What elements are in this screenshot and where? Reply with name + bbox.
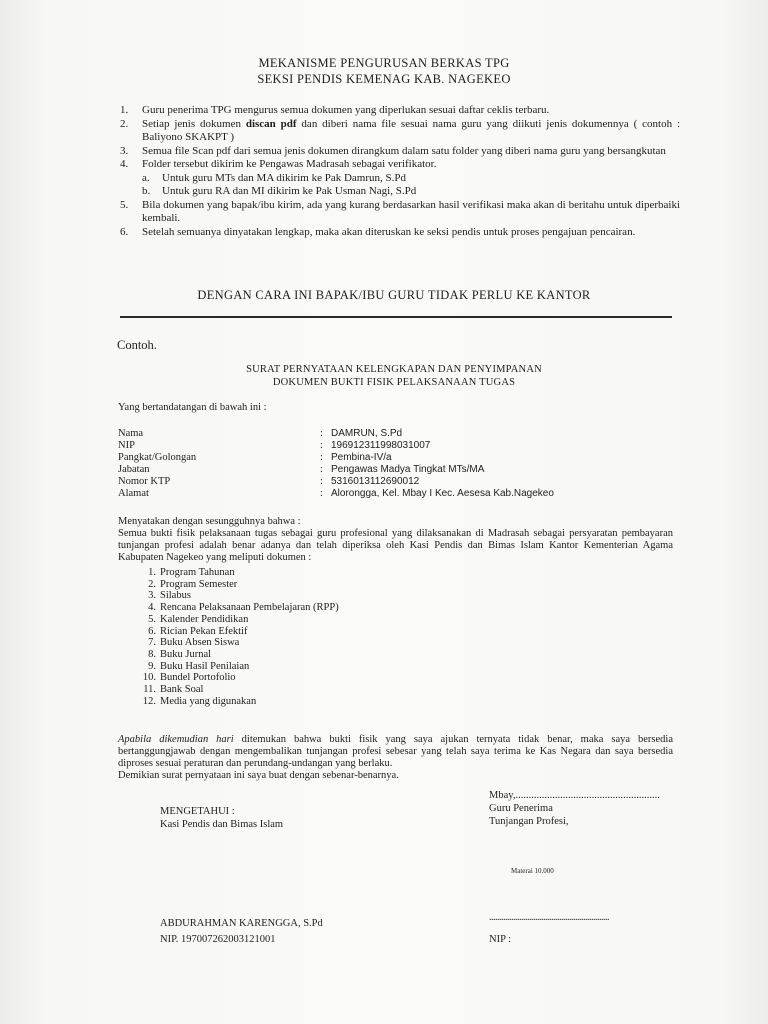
document-number: 7. bbox=[148, 637, 156, 649]
document-number: 5. bbox=[148, 613, 156, 625]
field-value: Pembina-IV/a bbox=[331, 452, 392, 463]
step-item bbox=[120, 199, 680, 226]
document-item bbox=[140, 626, 339, 638]
step-item bbox=[120, 145, 680, 159]
sub-step-item bbox=[142, 185, 680, 199]
document-number: 4. bbox=[148, 602, 156, 614]
document-list bbox=[140, 567, 339, 707]
step-number: 1. bbox=[120, 104, 129, 116]
official-nip: NIP. 197007262003121001 bbox=[160, 934, 276, 945]
closing-text: ditemukan bahwa bukti fisik yang saya ajukan ternyata tidak benar, maka saya bersedia bertanggungjawab dengan mengembalikan tunjangan profesi sebesar yang telah saya terima ke Kas Negara dan saya bersedia diproses sesuai peraturan dan perundang-undangan yang berlaku. bbox=[118, 734, 673, 769]
document-item bbox=[140, 637, 339, 649]
example-label: Contoh. bbox=[117, 338, 157, 352]
document-item bbox=[140, 579, 339, 591]
official-name: ABDURAHMAN KARENGGA, S.Pd bbox=[160, 918, 323, 929]
acknowledged-title: Kasi Pendis dan Bimas Islam bbox=[160, 819, 284, 830]
document-name: Buku Absen Siswa bbox=[160, 637, 240, 649]
sub-step-letter: a. bbox=[142, 171, 150, 184]
document-number: 10. bbox=[142, 672, 156, 684]
recipient-title-line2: Tunjangan Profesi, bbox=[489, 816, 569, 827]
field-colon: : bbox=[320, 488, 323, 499]
field-value: Alorongga, Kel. Mbay I Kec. Aesesa Kab.Nagekeo bbox=[331, 488, 554, 499]
document-item bbox=[140, 590, 339, 602]
document-item bbox=[140, 602, 339, 614]
document-name: Rician Pekan Efektif bbox=[160, 625, 248, 637]
step-number: 4. bbox=[120, 158, 129, 170]
field-label: Nomor KTP bbox=[118, 476, 171, 487]
step-text: Semua file Scan pdf dari semua jenis dokumen dirangkum dalam satu folder yang diberi nama guru yang bersangkutan bbox=[142, 144, 666, 157]
step-number: 5. bbox=[120, 198, 129, 211]
procedure-steps bbox=[120, 104, 680, 239]
sub-step-item bbox=[142, 172, 680, 186]
statement-title-line1: SURAT PERNYATAAN KELENGKAPAN DAN PENYIMPANAN bbox=[246, 364, 542, 375]
document-number: 2. bbox=[148, 578, 156, 590]
closing-final-line: Demikian surat pernyataan ini saya buat dengan sebenar-benarnya. bbox=[118, 770, 399, 781]
step-text: Folder tersebut dikirim ke Pengawas Madrasah sebagai verifikator. bbox=[142, 158, 437, 170]
document-item bbox=[140, 684, 339, 696]
document-number: 1. bbox=[148, 567, 156, 578]
document-number: 8. bbox=[148, 648, 156, 660]
doc-title-line1: MEKANISME PENGURUSAN BERKAS TPG bbox=[258, 56, 510, 70]
document-name: Program Tahunan bbox=[160, 567, 235, 578]
notice-heading: DENGAN CARA INI BAPAK/IBU GURU TIDAK PERLU KE KANTOR bbox=[197, 288, 591, 302]
document-number: 12. bbox=[142, 695, 156, 707]
recipient-nip: NIP : bbox=[489, 934, 512, 945]
document-name: Buku Hasil Penilaian bbox=[160, 660, 250, 672]
document-name: Program Semester bbox=[160, 578, 238, 590]
document-name: Bundel Portofolio bbox=[160, 672, 236, 684]
field-colon: : bbox=[320, 464, 323, 475]
document-item bbox=[140, 614, 339, 626]
document-number: 6. bbox=[148, 625, 156, 637]
document-name: Bank Soal bbox=[160, 684, 204, 696]
document-item bbox=[140, 672, 339, 684]
document-item bbox=[140, 661, 339, 673]
step-item bbox=[120, 158, 680, 199]
step-item bbox=[120, 226, 680, 240]
document-name: Buku Jurnal bbox=[160, 648, 212, 660]
field-label: Pangkat/Golongan bbox=[118, 452, 197, 463]
field-value: 196912311998031007 bbox=[331, 440, 431, 451]
field-label: Nama bbox=[118, 428, 144, 439]
field-label: Jabatan bbox=[118, 464, 150, 475]
step-item bbox=[120, 104, 680, 118]
document-item bbox=[140, 696, 339, 708]
document-number: 3. bbox=[148, 590, 156, 602]
field-colon: : bbox=[320, 452, 323, 463]
document-item bbox=[140, 567, 339, 579]
document-name: Media yang digunakan bbox=[160, 695, 257, 707]
field-colon: : bbox=[320, 476, 323, 487]
field-colon: : bbox=[320, 428, 323, 439]
document-name: Silabus bbox=[160, 590, 191, 602]
recipient-title-line1: Guru Penerima bbox=[489, 803, 553, 814]
step-text-bold: discan pdf bbox=[245, 117, 297, 130]
document-item bbox=[140, 649, 339, 661]
closing-statement bbox=[118, 734, 673, 770]
field-label: NIP bbox=[118, 440, 135, 451]
document-name: Rencana Pelaksanaan Pembelajaran (RPP) bbox=[160, 602, 339, 614]
field-label: Alamat bbox=[118, 488, 149, 499]
document-number: 11. bbox=[143, 684, 156, 696]
step-text-after: dan diberi nama file sesuai nama guru yang diikuti jenis dokumennya ( contoh : Baliyono SKAKPT ) bbox=[142, 117, 680, 143]
signatory-intro: Yang bertandatangan di bawah ini : bbox=[118, 402, 267, 413]
step-text: Guru penerima TPG mengurus semua dokumen yang diperlukan sesuai daftar ceklis terbaru. bbox=[142, 104, 550, 116]
sub-step-text: Untuk guru RA dan MI dikirim ke Pak Usman Nagi, S.Pd bbox=[162, 185, 417, 197]
field-value: 5316013112690012 bbox=[331, 476, 420, 487]
field-value: DAMRUN, S.Pd bbox=[331, 428, 403, 439]
step-number: 6. bbox=[120, 225, 129, 238]
sub-step-text: Untuk guru MTs dan MA dikirim ke Pak Damrun, S.Pd bbox=[162, 171, 406, 184]
closing-italic-phrase: Apabila dikemudian hari bbox=[118, 734, 234, 745]
field-colon: : bbox=[320, 440, 323, 451]
step-number: 2. bbox=[120, 117, 129, 130]
statement-title-line2: DOKUMEN BUKTI FISIK PELAKSANAAN TUGAS bbox=[272, 377, 516, 388]
declaration-body: Semua bukti fisik pelaksanaan tugas sebagai guru profesional yang dilaksanakan di Madrasah sebagai persyaratan pembayaran tunjangan profesi adalah benar adanya dan telah diperiksa oleh Kasi Pendis dan Bimas Islam Kantor Kementerian Agama Kabupaten Nagekeo yang meliputi dokumen : bbox=[118, 528, 673, 563]
field-value: Pengawas Madya Tingkat MTs/MA bbox=[331, 464, 485, 475]
divider-rule bbox=[120, 316, 672, 318]
step-text: Setelah semuanya dinyatakan lengkap, maka akan diteruskan ke seksi pendis untuk proses pengajuan pencairan. bbox=[142, 225, 636, 238]
recipient-signature-line: ............................................................ bbox=[489, 912, 609, 923]
document-name: Kalender Pendidikan bbox=[160, 613, 249, 625]
step-number: 3. bbox=[120, 144, 129, 157]
document-number: 9. bbox=[148, 660, 156, 672]
step-text-before: Setiap jenis dokumen bbox=[142, 117, 246, 130]
step-item bbox=[120, 118, 680, 145]
acknowledged-label: MENGETAHUI : bbox=[160, 806, 235, 817]
place-date: Mbay,....................................................... bbox=[489, 790, 660, 801]
declaration-heading: Menyatakan dengan sesungguhnya bahwa : bbox=[118, 516, 301, 527]
doc-title-line2: SEKSI PENDIS KEMENAG KAB. NAGEKEO bbox=[257, 72, 511, 86]
revenue-stamp-label: Materai 10.000 bbox=[511, 867, 554, 875]
closing-paragraph bbox=[118, 734, 673, 782]
sub-step-letter: b. bbox=[142, 185, 151, 197]
step-text: Bila dokumen yang bapak/ibu kirim, ada yang kurang berdasarkan hasil verifikasi maka akan di beritahu untuk diperbaiki kembali. bbox=[142, 198, 680, 224]
